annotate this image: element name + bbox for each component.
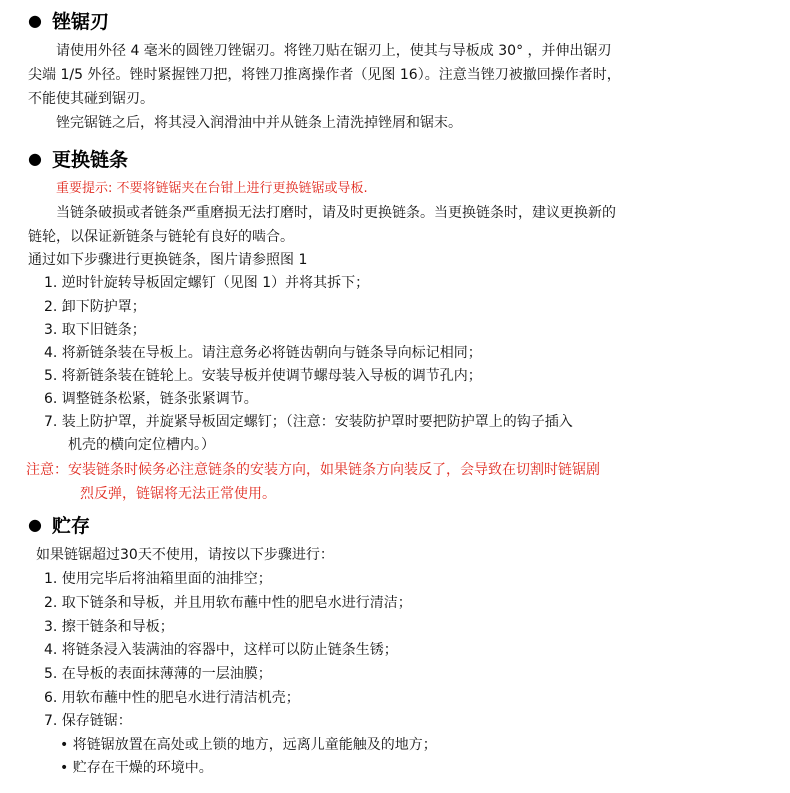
step-item-continued: 机壳的横向定位槽内。） (68, 437, 215, 453)
section-title: 贮存 (51, 515, 90, 537)
paragraph-line: 尖端 1/5 外径。锉时紧握锉刀把，将锉刀推离操作者（见图 16）。注意当锉刀被撤回操作者时， (28, 67, 621, 83)
installation-note: 注意：安装链条时候务必注意链条的安装方向，如果链条方向装反了，会导致在切割时链锯剧 (26, 462, 600, 478)
important-warning: 重要提示: 不要将链锯夹在台钳上进行更换链锯或导板. (56, 181, 368, 196)
step-item: 1. 逆时针旋转导板固定螺钉（见图 1）并将其拆下； (44, 275, 370, 291)
sub-item: • 贮存在干燥的环境中。 (60, 760, 213, 776)
step-item: 7. 装上防护罩，并旋紧导板固定螺钉；（注意：安装防护罩时要把防护罩上的钩子插入 (44, 414, 573, 430)
step-item: 3. 取下旧链条； (44, 322, 146, 338)
section-title: 更换链条 (51, 149, 128, 171)
paragraph-line: 通过如下步骤进行更换链条，图片请参照图 1 (28, 252, 308, 268)
section-title: 锉锯刃 (51, 11, 109, 33)
step-item: 1. 使用完毕后将油箱里面的油排空； (44, 571, 272, 587)
paragraph-line: 链轮，以保证新链条与链轮有良好的啮合。 (28, 229, 294, 245)
step-item: 5. 将新链条装在链轮上。安装导板并使调节螺母装入导板的调节孔内； (44, 368, 482, 384)
step-item: 2. 卸下防护罩； (44, 299, 146, 315)
paragraph-line: 如果链锯超过30天不使用，请按以下步骤进行： (36, 547, 334, 563)
step-item: 7. 保存链锯： (44, 713, 132, 729)
bullet-icon: ● (28, 149, 42, 168)
sub-item: • 将链锯放置在高处或上锁的地方，远离儿童能触及的地方； (60, 737, 437, 753)
paragraph-line: 不能使其碰到锯刃。 (28, 91, 154, 107)
section-heading-file-chain (28, 9, 109, 34)
section-heading-storage (28, 513, 90, 538)
step-item: 6. 调整链条松紧，链条张紧调节。 (44, 391, 258, 407)
paragraph-line: 当链条破损或者链条严重磨损无法打磨时，请及时更换链条。当更换链条时，建议更换新的 (56, 205, 616, 221)
step-item: 6. 用软布蘸中性的肥皂水进行清洁机壳； (44, 690, 300, 706)
section-heading-replace-chain (28, 147, 128, 172)
step-item: 5. 在导板的表面抹薄薄的一层油膜； (44, 666, 272, 682)
paragraph-line: 锉完锯链之后，将其浸入润滑油中并从链条上清洗掉锉屑和锯末。 (56, 115, 462, 131)
paragraph-line: 请使用外径 4 毫米的圆锉刀锉锯刃。将锉刀贴在锯刃上，使其与导板成 30° ，并伸出锯刃 (56, 43, 612, 59)
step-item: 4. 将链条浸入装满油的容器中，这样可以防止链条生锈； (44, 642, 398, 658)
bullet-icon: ● (28, 11, 42, 30)
step-item: 2. 取下链条和导板，并且用软布蘸中性的肥皂水进行清洁； (44, 595, 412, 611)
installation-note-continued: 烈反弹，链锯将无法正常使用。 (80, 486, 276, 502)
step-item: 4. 将新链条装在导板上。请注意务必将链齿朝向与链条导向标记相同； (44, 345, 482, 361)
step-item: 3. 擦干链条和导板； (44, 619, 174, 635)
bullet-icon: ● (28, 515, 42, 534)
